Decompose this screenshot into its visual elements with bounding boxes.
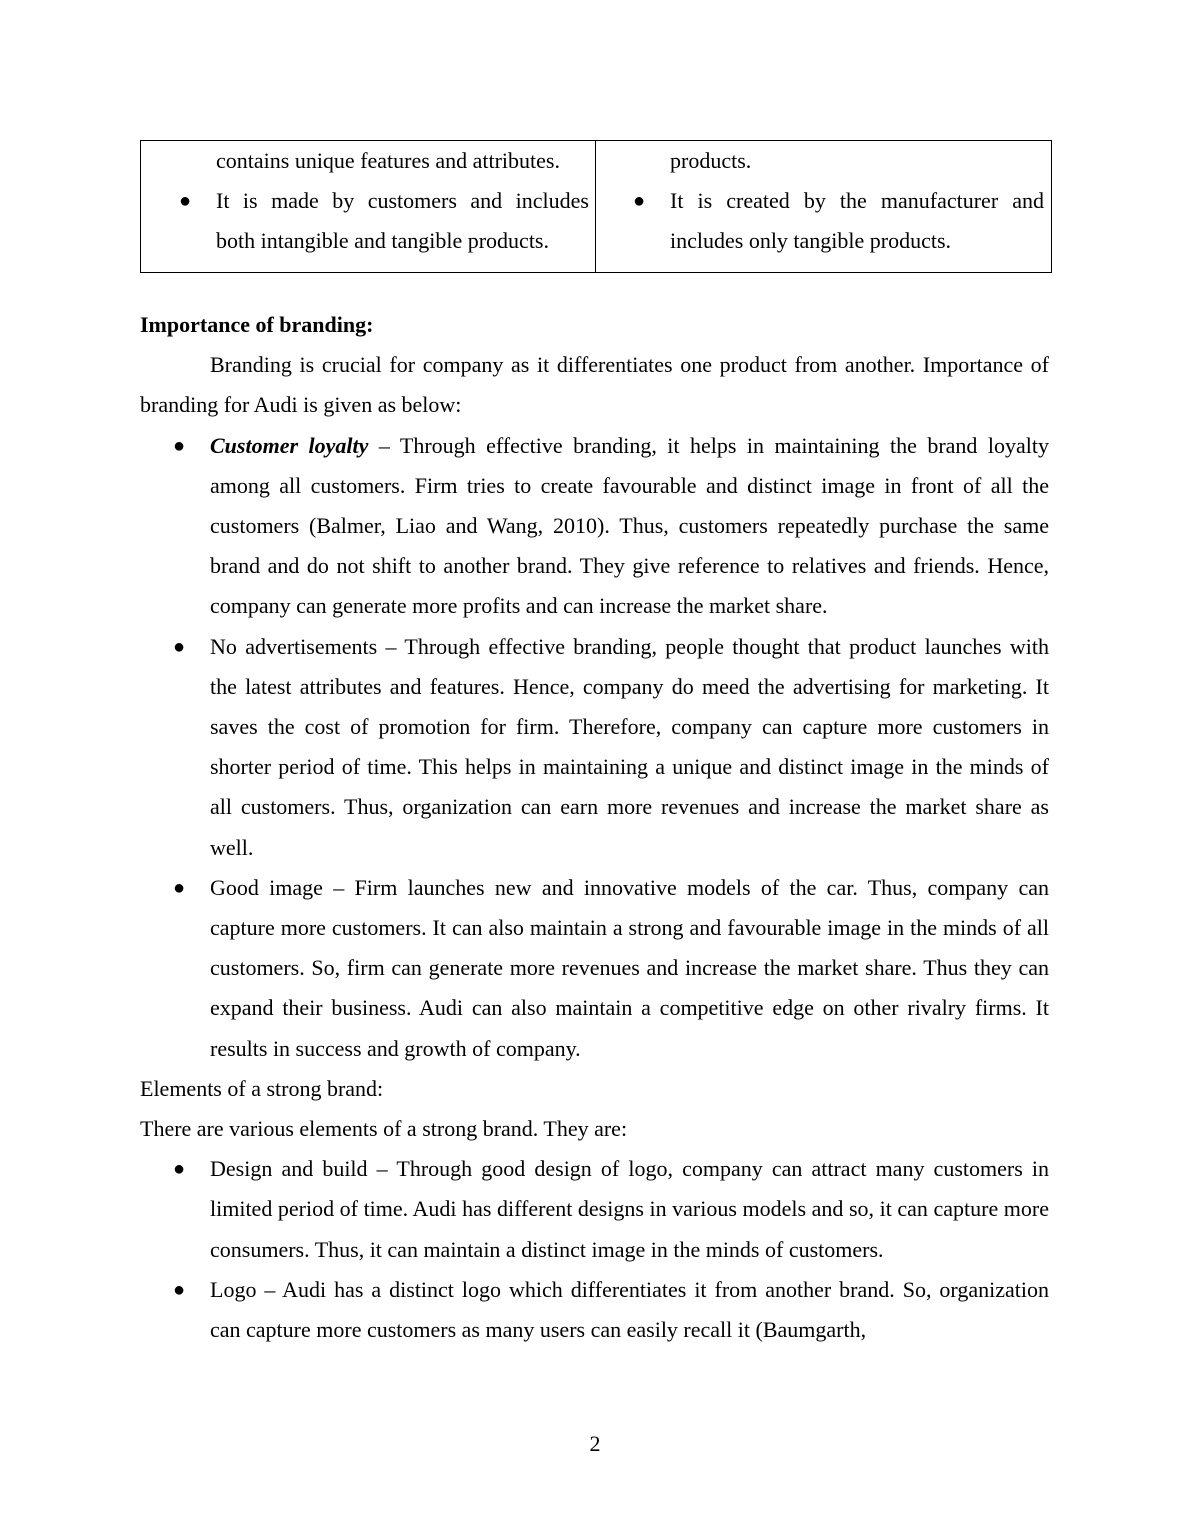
- bullet-icon: ●: [173, 876, 186, 899]
- list-item-text: Design and build – Through good design of logo, company can attract many customers in limited period of time. Audi has different designs in various models and so, it can capture more consumers. Thus, it can maintain a distinct image in the minds of customers.: [210, 1156, 1049, 1262]
- bullet-icon: ●: [173, 1278, 186, 1301]
- importance-heading: Importance of branding:: [140, 312, 374, 337]
- list-item-logo: [140, 1270, 1049, 1350]
- comparison-table: [140, 140, 1052, 273]
- table-cell-left: [141, 141, 596, 272]
- elements-heading: Elements of a strong brand:: [140, 1075, 384, 1101]
- document-body: [140, 305, 1049, 1350]
- list-item-text: – Through effective branding, it helps in maintaining the brand loyalty among all customers. Firm tries to create favourable and distinct image in front of all the customers (Balmer, Liao and Wang, 2010). Thus, customers repeatedly purchase the same brand and do not shift to another brand. They give reference to relatives and friends. Hence, company can generate more profits and can increase the market share.: [210, 432, 1050, 619]
- list-item-customer-loyalty: [140, 426, 1049, 627]
- table-left-continued-text: contains unique features and attributes.: [216, 148, 560, 173]
- table-cell-right: [596, 141, 1051, 272]
- importance-list: [140, 426, 1049, 1069]
- elements-intro: There are various elements of a strong brand. They are:: [140, 1116, 628, 1142]
- table-left-bullet-line2: both intangible and tangible products.: [216, 228, 549, 253]
- list-item-design-and-build: [140, 1149, 1049, 1270]
- list-item-no-advertisements: [140, 627, 1049, 868]
- importance-intro: Branding is crucial for company as it differentiates one product from another. Importance of branding for Audi is given as below:: [140, 352, 1049, 418]
- bullet-icon: ●: [179, 190, 192, 212]
- list-item-term: Customer loyalty: [210, 432, 369, 458]
- table-right-continued-text: products.: [670, 148, 752, 173]
- table-right-bullet-line1: It is created by the manufacturer and: [670, 188, 1044, 213]
- page-number: 2: [589, 1431, 601, 1456]
- list-item-text: Logo – Audi has a distinct logo which differentiates it from another brand. So, organization can capture more customers as many users can easily recall it (Baumgarth,: [210, 1276, 1049, 1343]
- list-item-text: No advertisements – Through effective branding, people thought that product launches with the latest attributes and features. Hence, company do meed the advertising for marketing. It saves the cost of promotion for firm. Therefore, company can capture more customers in shorter period of time. This helps in maintaining a unique and distinct image in the minds of all customers. Thus, organization can earn more revenues and increase the market share as well.: [210, 633, 1049, 860]
- list-item-text: Good image – Firm launches new and innovative models of the car. Thus, company can capture more customers. It can also maintain a strong and favourable image in the minds of all customers. So, firm can generate more revenues and increase the market share. Thus they can expand their business. Audi can also maintain a competitive edge on other rivalry firms. It results in success and growth of company.: [210, 874, 1049, 1061]
- table-left-bullet-line1: It is made by customers and includes: [216, 188, 589, 213]
- table-right-bullet-line2: includes only tangible products.: [670, 228, 952, 253]
- bullet-icon: ●: [173, 434, 186, 457]
- list-item-good-image: [140, 868, 1049, 1069]
- bullet-icon: ●: [173, 1158, 186, 1181]
- bullet-icon: ●: [633, 190, 646, 212]
- bullet-icon: ●: [173, 635, 186, 658]
- elements-list: [140, 1149, 1049, 1350]
